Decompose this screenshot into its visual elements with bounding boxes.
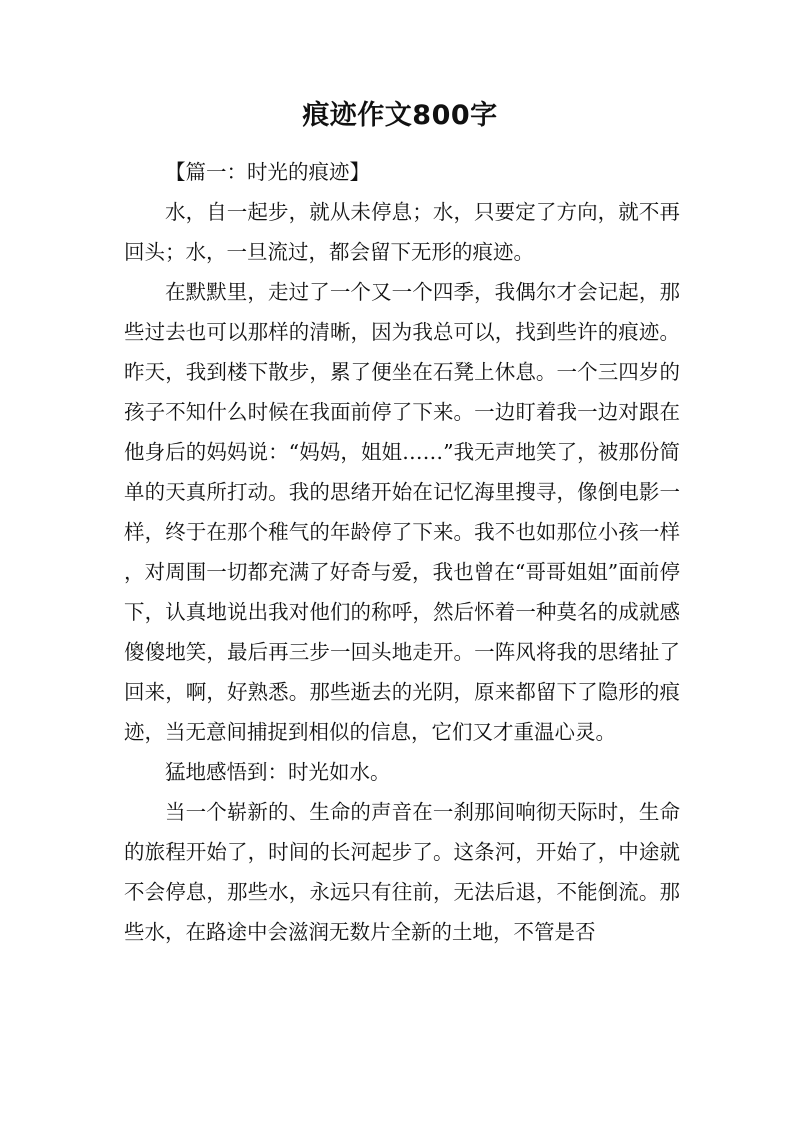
paragraph-2: 在默默里，走过了一个又一个四季，我偶尔才会记起，那些过去也可以那样的清晰，因为我总可以，找到些许的痕迹。昨天，我到楼下散步，累了便坐在石凳上休息。一个三四岁的孩子不知什么时候在我面前停了下来。一边盯着我一边对跟在他身后的妈妈说：“妈妈，姐姐……”我无声地笑了，被那份简单的天真所打动。我的思绪开始在记忆海里搜寻，像倒电影一样，终于在那个稚气的年龄停了下来。我不也如那位小孩一样，对周围一切都充满了好奇与爱，我也曾在“哥哥姐姐”面前停下，认真地说出我对他们的称呼，然后怀着一种莫名的成就感傻傻地笑，最后再三步一回头地走开。一阵风将我的思绪扯了回来，啊，好熟悉。那些逝去的光阴，原来都留下了隐形的痕迹，当无意间捕捉到相似的信息，它们又才重温心灵。	[124, 280, 680, 744]
paragraph-3: 猛地感悟到：时光如水。	[165, 760, 391, 784]
paragraph-1: 水，自一起步，就从未停息；水，只要定了方向，就不再回头；水，一旦流过，都会留下无形的痕迹。	[124, 200, 680, 264]
document-body	[124, 152, 680, 952]
section-heading: 【篇一：时光的痕迹】	[165, 160, 370, 184]
page-title: 痕迹作文800字	[302, 100, 498, 131]
paragraph-4: 当一个崭新的、生命的声音在一刹那间响彻天际时，生命的旅程开始了，时间的长河起步了。这条河，开始了，中途就不会停息，那些水，永远只有往前，无法后退，不能倒流。那些水，在路途中会滋润无数片全新的土地，不管是否	[124, 800, 680, 944]
